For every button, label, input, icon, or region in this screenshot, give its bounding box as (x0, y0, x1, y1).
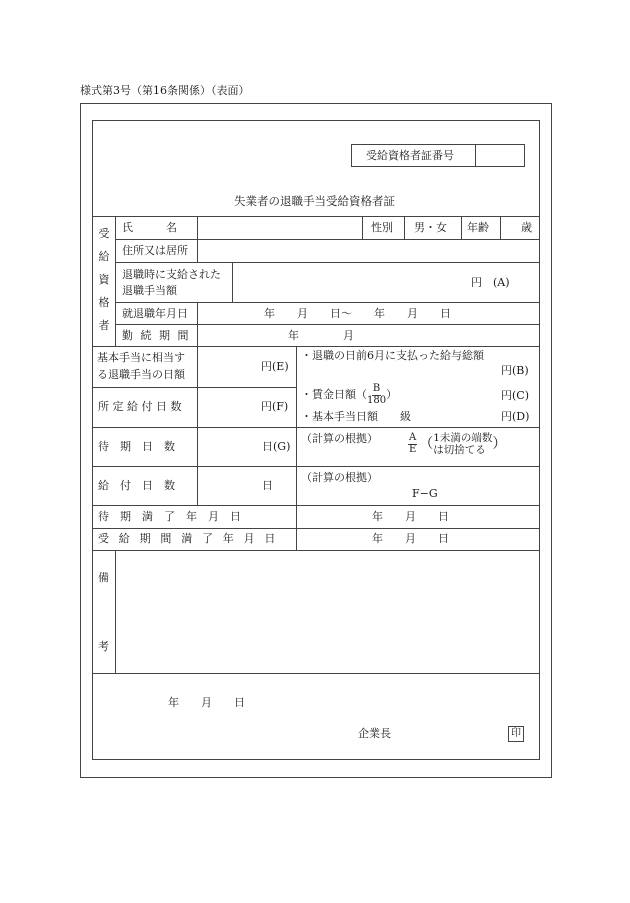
waiting-end-label: 待 期 満 了 年 月 日 (98, 510, 241, 523)
basic-allowance-unit: 円(D) (501, 410, 530, 423)
prescribed-days-unit: 円(F) (261, 400, 289, 413)
employment-dates-value[interactable]: 年 月 日～ 年 月 日 (264, 307, 451, 320)
qualified-person-side-label: 受 給 資 格 者 (98, 227, 110, 332)
wage-daily-label: ・賃金日額（ $\frac{B}{180}$ ） (301, 383, 398, 406)
prescribed-days-label: 所 定 給 付 日 数 (98, 400, 182, 413)
service-period-label: 勤 続 期 間 (122, 329, 191, 342)
allowance-label-line2: 退職手当額 (122, 284, 177, 297)
age-unit: 歳 (521, 221, 532, 234)
remarks-field[interactable] (116, 551, 539, 672)
gender-value[interactable]: 男・女 (414, 221, 447, 234)
wage-daily-unit: 円(C) (501, 389, 529, 402)
waiting-days-unit: 日(G) (262, 440, 291, 453)
gender-label: 性別 (371, 221, 393, 234)
basic-allowance-label: ・基本手当日額 級 (301, 410, 411, 423)
service-period-value[interactable]: 年 月 (288, 329, 354, 342)
benefit-days-unit: 日 (262, 479, 273, 492)
cert-number-value[interactable] (476, 145, 524, 166)
employment-dates-label: 就退職年月日 (122, 307, 188, 320)
waiting-calc-label: （計算の根拠） (301, 432, 378, 445)
waiting-days-label: 待 期 日 数 (98, 440, 175, 453)
form-header: 様式第3号（第16条関係）（表面） (80, 84, 250, 97)
benefit-formula: F−G (412, 487, 438, 500)
benefit-calc-label: （計算の根拠） (301, 471, 378, 484)
basic-daily-unit: 円(E) (261, 360, 289, 373)
form-title: 失業者の退職手当受給資格者証 (234, 194, 395, 208)
age-label: 年齢 (467, 221, 489, 234)
footer-date[interactable]: 年 月 日 (168, 696, 245, 709)
waiting-end-value[interactable]: 年 月 日 (372, 510, 449, 523)
wage-fraction: $\frac{B}{180}$ (367, 383, 387, 406)
benefit-days-label: 給 付 日 数 (98, 479, 175, 492)
allowance-label-line1: 退職時に支給された (122, 268, 221, 281)
benefit-end-label: 受 給 期 間 満 了 年 月 日 (98, 532, 275, 545)
waiting-fraction: $\frac{A}{E}$ (408, 432, 417, 455)
basic-daily-label-line2: る退職手当の日額 (97, 368, 185, 381)
cert-number-label: 受給資格者証番号 (366, 149, 454, 162)
employer-label: 企業長 (358, 727, 391, 740)
basic-daily-label-line1: 基本手当に相当す (97, 351, 185, 364)
name-label: 氏 名 (122, 221, 177, 234)
name-field[interactable] (198, 217, 361, 238)
benefit-end-value[interactable]: 年 月 日 (372, 532, 449, 545)
waiting-formula: $\frac{A}{E}$ （ 1未満の端数 は切捨てる ） (408, 432, 507, 457)
address-field[interactable] (198, 240, 539, 261)
salary-total-label: ・退職の日前6月に支払った給与総額 (301, 349, 484, 362)
address-label: 住所又は居所 (122, 244, 188, 257)
seal-mark: 印 (508, 726, 524, 742)
remarks-label-bottom: 考 (98, 640, 109, 653)
allowance-unit: 円 (A) (471, 276, 510, 289)
salary-total-unit: 円(B) (501, 364, 529, 377)
remarks-label-top: 備 (98, 571, 109, 584)
